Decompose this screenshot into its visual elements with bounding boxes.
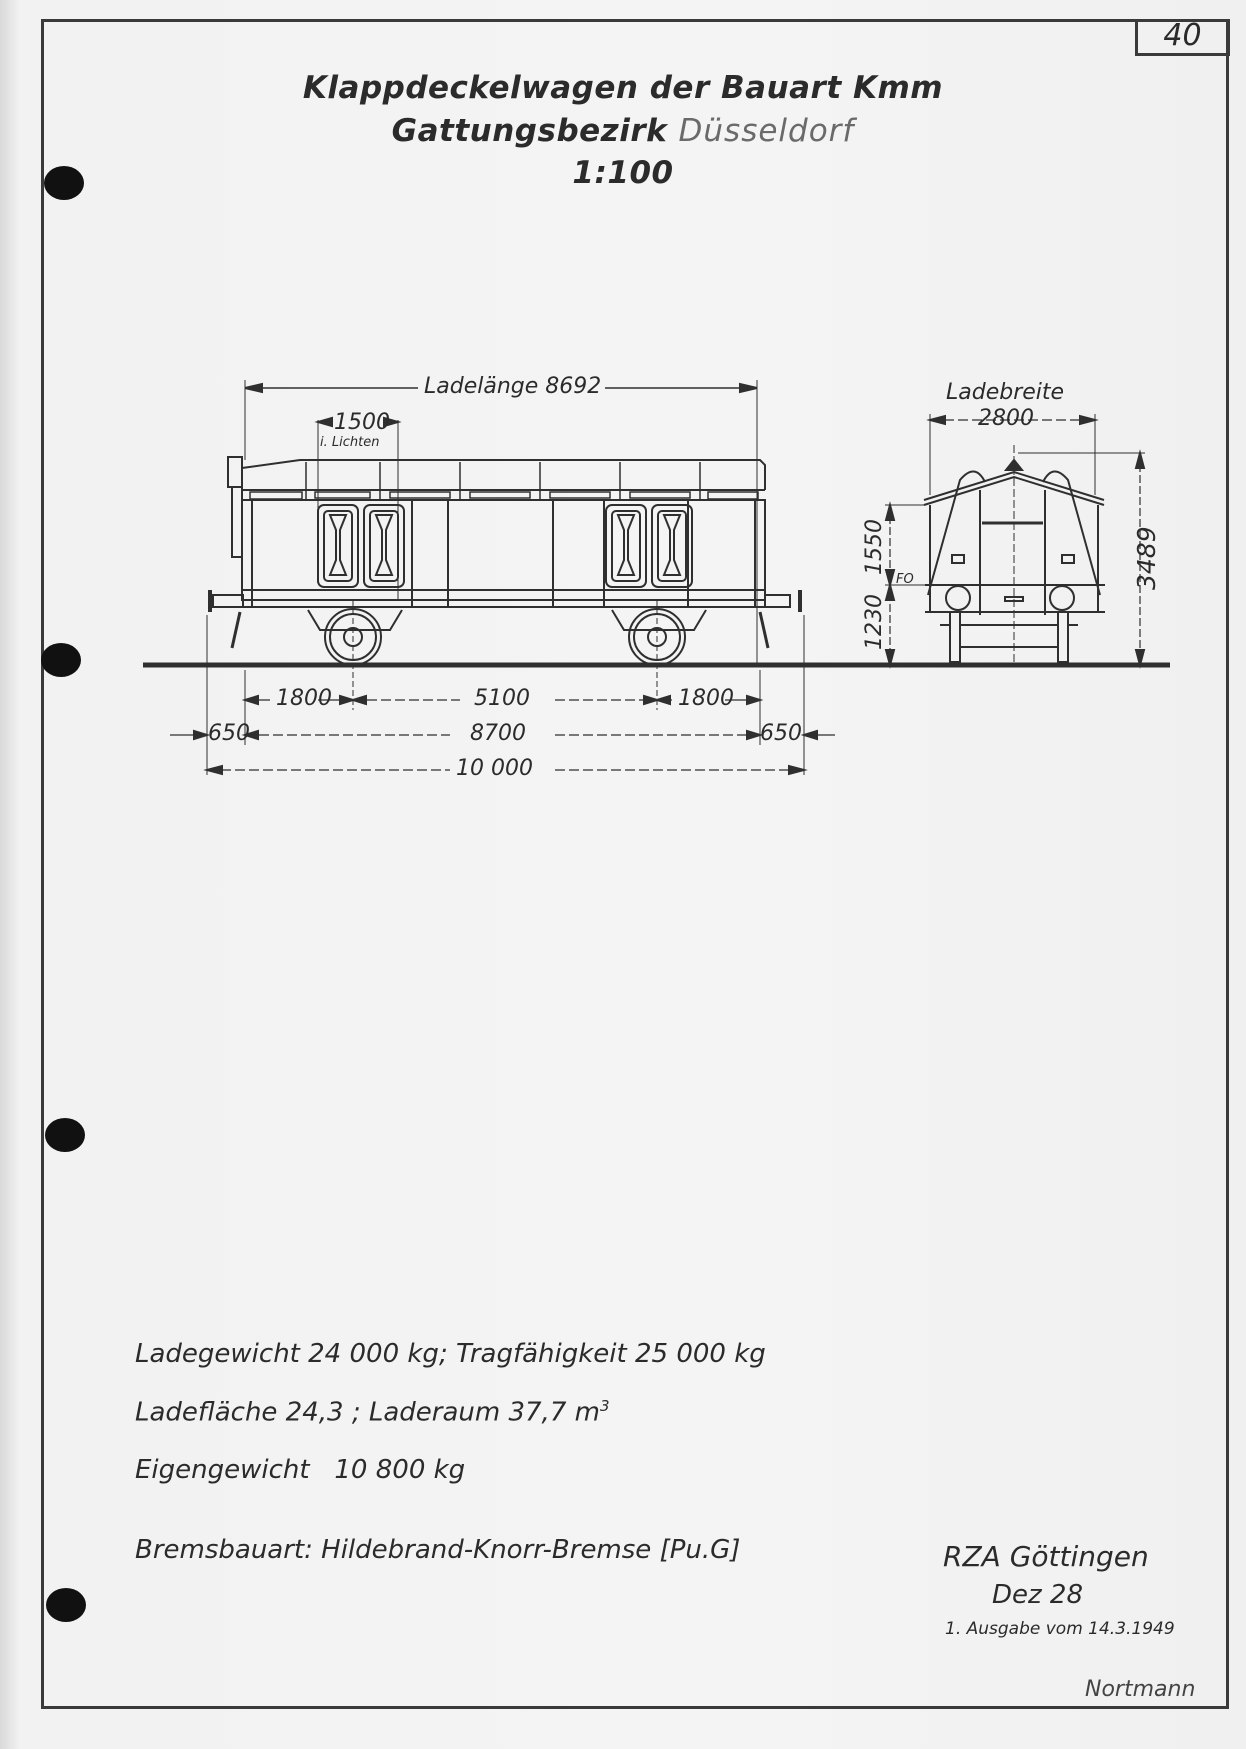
load-width-label: Ladebreite	[946, 380, 1065, 405]
district-name: Düsseldorf	[678, 113, 855, 149]
spec-load-area-unit-exp: 3	[599, 1397, 610, 1415]
frame-length-dim: 8700	[470, 721, 526, 746]
buffer-right-dim: 650	[760, 721, 802, 746]
spec-tare-weight: Eigengewicht 10 800 kg	[135, 1455, 466, 1485]
total-height-dim: 3489	[1132, 526, 1161, 590]
load-length-label: Ladelänge 8692	[424, 374, 602, 399]
load-width-value: 2800	[978, 406, 1034, 431]
buffer-left-dim: 650	[208, 721, 250, 746]
door-width-note: i. Lichten	[320, 435, 380, 450]
side-height-dim: 1550	[862, 519, 887, 575]
issuer-office: RZA Göttingen	[943, 1540, 1149, 1573]
page-number: 40	[1135, 19, 1230, 56]
issuer-signature: Nortmann	[1085, 1677, 1196, 1702]
spec-load-area	[135, 1397, 610, 1428]
spec-load-weight: Ladegewicht 24 000 kg; Tragfähigkeit 25 000 kg	[135, 1339, 766, 1369]
spec-brake-type: Bremsbauart: Hildebrand-Knorr-Bremse [Pu.G]	[135, 1535, 741, 1565]
overhang-left-dim: 1800	[276, 686, 332, 711]
door-width-value: 1500	[334, 410, 390, 435]
wheelbase-dim: 5100	[474, 686, 530, 711]
page-title: Klappdeckelwagen der Bauart Kmm	[302, 70, 944, 106]
floor-mark: FO	[896, 572, 914, 587]
floor-height-dim: 1230	[862, 594, 887, 650]
overhang-right-dim: 1800	[678, 686, 734, 711]
length-over-buffers-dim: 10 000	[456, 756, 533, 781]
issuer-edition: 1. Ausgabe vom 14.3.1949	[945, 1619, 1175, 1639]
district-label: Gattungsbezirk	[391, 113, 668, 149]
drawing-scale: 1:100	[572, 155, 674, 191]
issuer-department: Dez 28	[992, 1580, 1084, 1610]
spec-load-area-text: Ladefläche 24,3 ; Laderaum 37,7 m	[135, 1397, 600, 1428]
